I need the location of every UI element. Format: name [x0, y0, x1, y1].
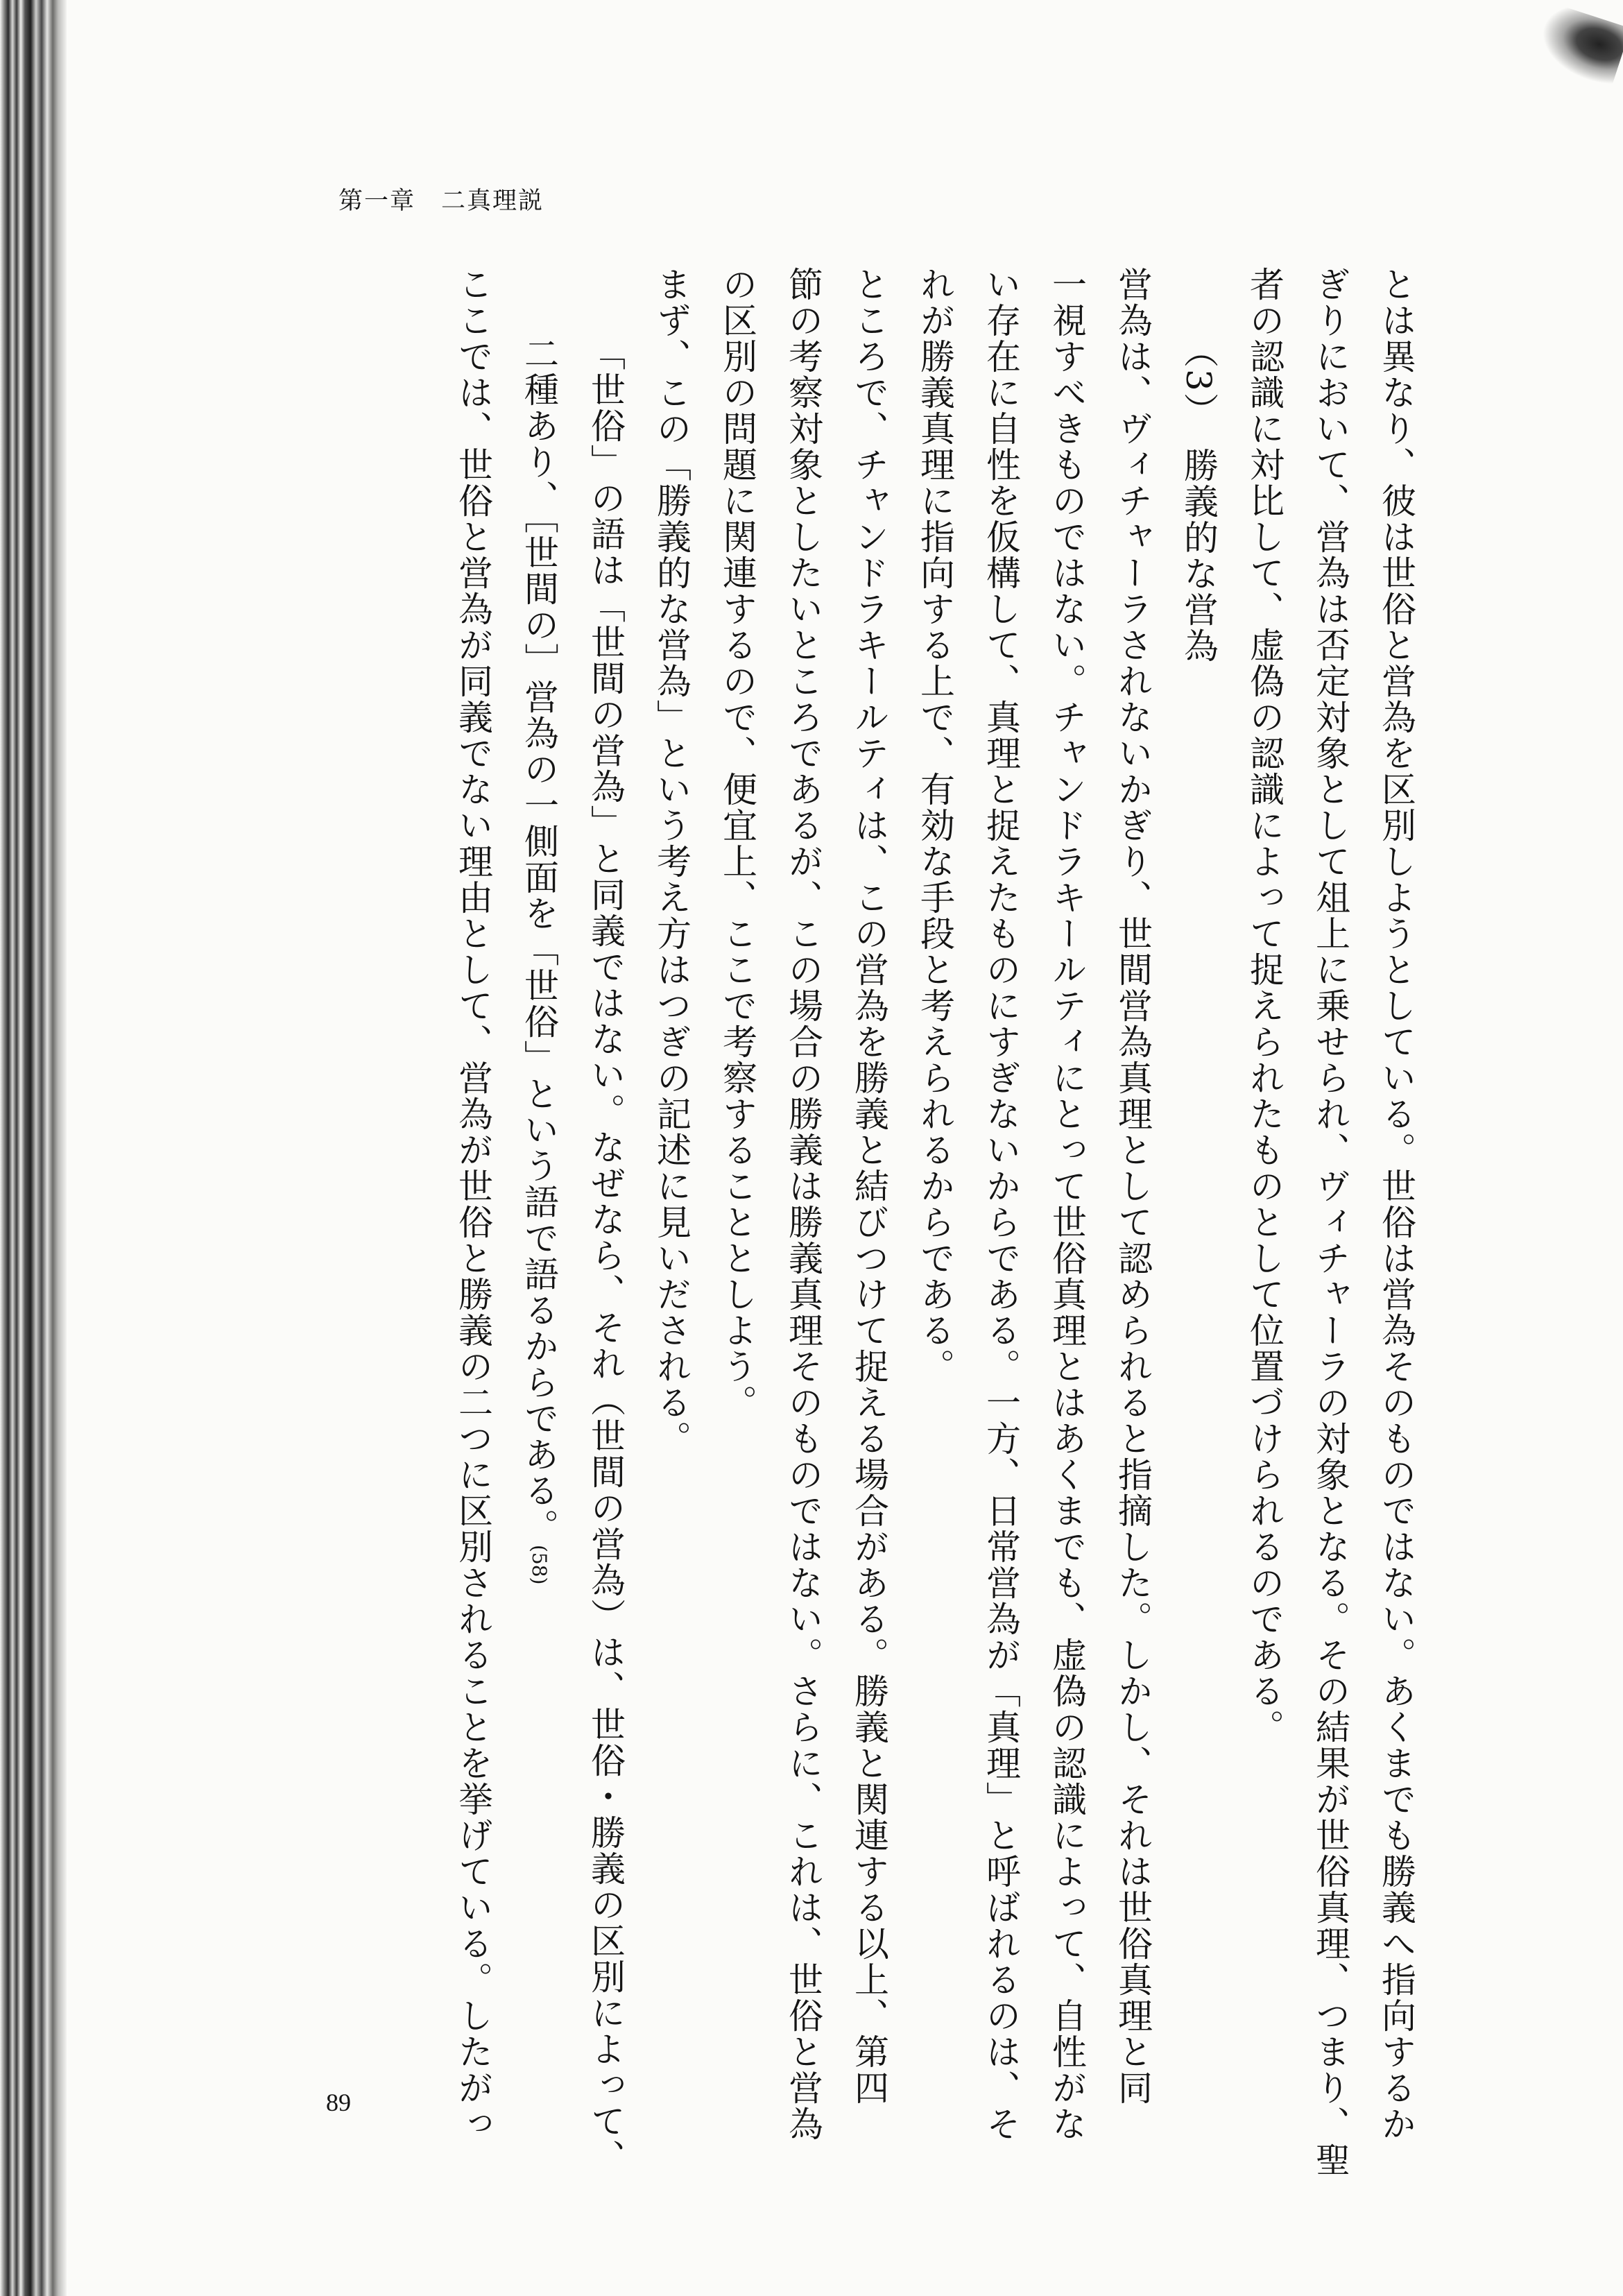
endnote-marker: (58) [528, 1545, 551, 1585]
text-line: ぎりにおいて、営為は否定対象として俎上に乗せられ、ヴィチャーラの対象となる。その結果が世俗真理、つまり、聖 [1310, 266, 1350, 2178]
text-line: い存在に自性を仮構して、真理と捉えたものにすぎないからである。一方、日常営為が「真理」と呼ばれるのは、そ [981, 266, 1021, 2142]
text-line: れが勝義真理に指向する上で、有効な手段と考えられるからである。 [915, 266, 955, 1385]
text-line: 営為は、ヴィチャーラされないかぎり、世間営為真理として認められると指摘した。しかし、それは世俗真理と同 [1113, 266, 1153, 2106]
text-line: とは異なり、彼は世俗と営為を区別しようとしている。世俗は営為そのものではない。あくまでも勝義へ指向するか [1376, 266, 1416, 2142]
block-quote-line: 「世俗」の語は「世間の営為」と同義ではない。なぜなら、それ（世間の営為）は、世俗・勝義の区別によって、 [585, 336, 626, 2175]
section-heading: （3） 勝義的な営為 [1178, 333, 1219, 664]
text-line: 節の考察対象としたいところであるが、この場合の勝義は勝義真理そのものではない。さらに、これは、世俗と営為 [783, 266, 823, 2142]
book-gutter [0, 0, 67, 2296]
text-line: 者の認識に対比して、虚偽の認識によって捉えられたものとして位置づけられるのである。 [1244, 266, 1285, 1745]
text-line: まず、この「勝義的な営為」という考え方はつぎの記述に見いだされる。 [651, 266, 692, 1457]
text-line: ここでは、世俗と営為が同義でない理由として、営為が世俗と勝義の二つに区別されることを挙げている。したがっ [453, 266, 493, 2142]
scan-corner-smudge [1532, 3, 1623, 88]
block-quote-text: 二種あり、［世間の］営為の一側面を「世俗」という語で語るからである。 [519, 336, 559, 1545]
running-head: 第一章 二真理説 [338, 187, 544, 215]
text-line: の区別の問題に関連するので、便宜上、ここで考察することとしよう。 [717, 266, 757, 1421]
block-quote-line [506, 266, 572, 2028]
text-line: 一視すべきものではない。チャンドラキールティにとって世俗真理とはあくまでも、虚偽の認識によって、自性がな [1047, 266, 1087, 2142]
text-line: ところで、チャンドラキールティは、この営為を勝義と結びつけて捉える場合がある。勝義と関連する以上、第四 [849, 266, 889, 2106]
page-number: 89 [326, 2089, 351, 2116]
